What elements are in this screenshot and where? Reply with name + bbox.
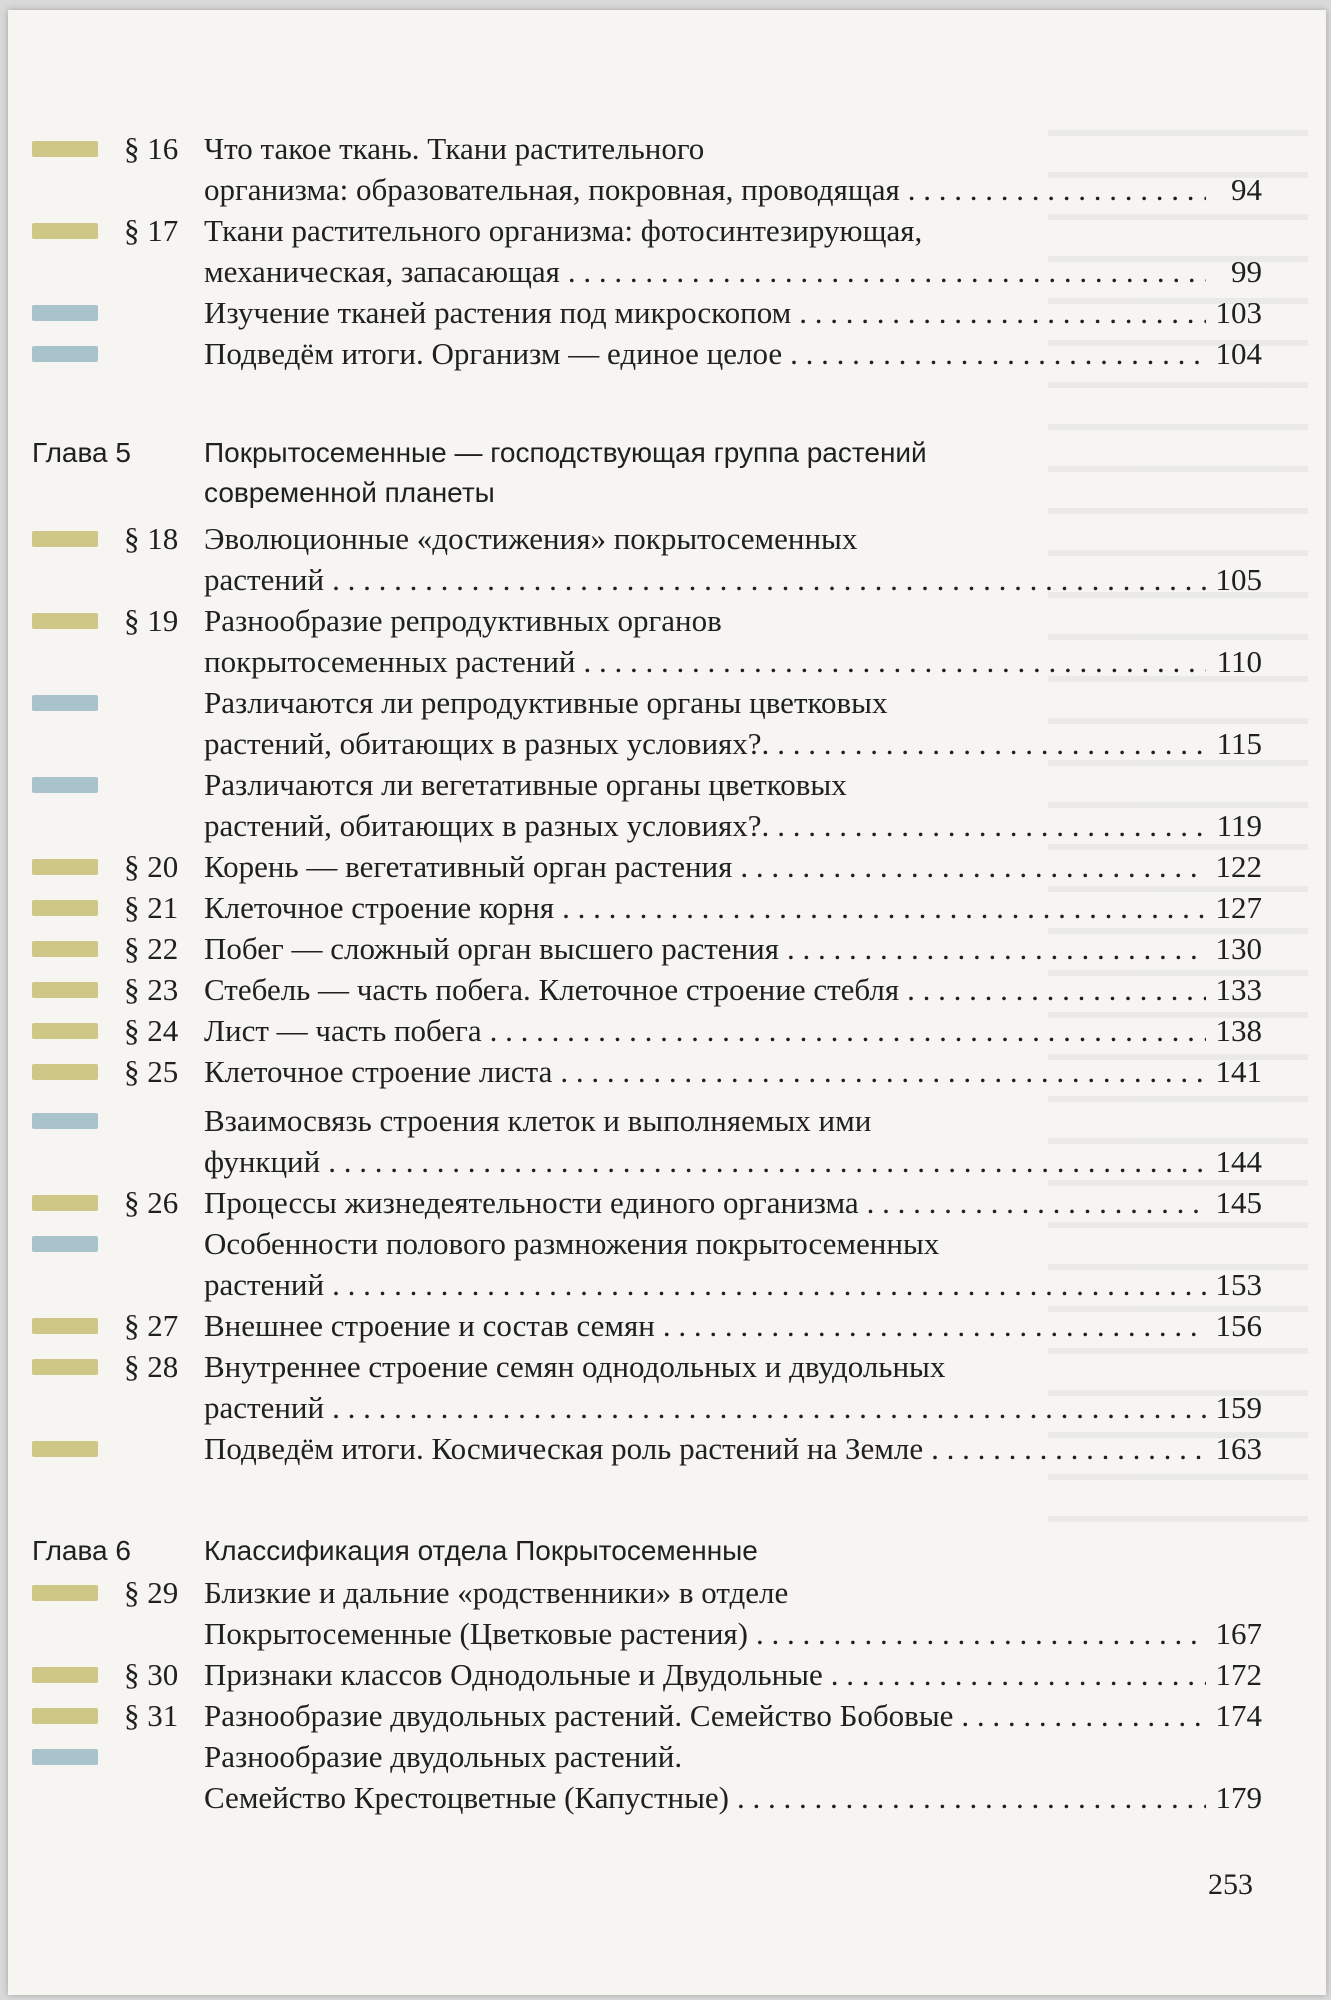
blue-marker (32, 777, 98, 793)
book-page (8, 10, 1326, 1995)
section-number: § 21 (124, 890, 179, 925)
section-number: § 18 (124, 521, 179, 556)
yellow-marker (32, 859, 98, 875)
yellow-marker (32, 1023, 98, 1039)
yellow-marker (32, 1585, 98, 1601)
section-number: § 30 (124, 1657, 179, 1692)
dot-leader (740, 846, 1206, 887)
yellow-marker (32, 613, 98, 629)
section-number: § 26 (124, 1185, 179, 1220)
entry-last-line (204, 1264, 1262, 1305)
dot-leader (777, 723, 1206, 764)
entry-title-line: Побег — сложный орган высшего растения (204, 931, 779, 966)
entry-last-line (204, 1051, 1262, 1092)
entry-title-line: растений (204, 1267, 325, 1302)
entry-page-number: 94 (1231, 172, 1262, 207)
entry-text (204, 1428, 1262, 1469)
entry-last-line (204, 928, 1262, 969)
dot-leader (908, 169, 1206, 210)
entry-page-number: 133 (1215, 972, 1262, 1007)
entry-text (204, 1223, 1262, 1305)
dot-leader (562, 887, 1206, 928)
entry-text (204, 764, 1262, 846)
entry-last-line (204, 723, 1262, 764)
entry-text (204, 518, 1262, 600)
entry-text (204, 1100, 1262, 1182)
section-number: § 29 (124, 1575, 179, 1610)
entry-page-number: 127 (1215, 890, 1262, 925)
entry-title-line: Разнообразие двудольных растений. Семейство Бобовые (204, 1698, 954, 1733)
entry-title-line: Различаются ли вегетативные органы цветковых (204, 767, 847, 802)
entry-last-line (204, 1613, 1262, 1654)
entry-page-number: 105 (1215, 562, 1262, 597)
entry-last-line (204, 559, 1262, 600)
page-number: 253 (1208, 1868, 1253, 1901)
entry-text (204, 1572, 1262, 1654)
dot-leader (584, 641, 1206, 682)
yellow-marker (32, 1359, 98, 1375)
entry-title-line: Разнообразие двудольных растений. (204, 1739, 683, 1774)
entry-page-number: 144 (1215, 1144, 1262, 1179)
entry-page-number: 130 (1215, 931, 1262, 966)
entry-title-line: организма: образовательная, покровная, проводящая (204, 172, 900, 207)
dot-leader (790, 333, 1206, 374)
entry-page-number: 167 (1215, 1616, 1262, 1651)
yellow-marker (32, 531, 98, 547)
dot-leader (332, 559, 1206, 600)
blue-marker (32, 1113, 98, 1129)
entry-last-line (204, 292, 1262, 333)
entry-title-line: Клеточное строение корня (204, 890, 555, 925)
entry-title-line: Внутреннее строение семян однодольных и двудольных (204, 1349, 946, 1384)
dot-leader (568, 251, 1206, 292)
entry-text (204, 1182, 1262, 1223)
entry-text (204, 887, 1262, 928)
yellow-marker (32, 223, 98, 239)
section-number: § 27 (124, 1308, 179, 1343)
entry-title-line: Внешнее строение и состав семян (204, 1308, 655, 1343)
entry-title-line: Признаки классов Однодольные и Двудольные (204, 1657, 823, 1692)
entry-title-line: Ткани растительного организма: фотосинтезирующая, (204, 213, 923, 248)
entry-text (204, 333, 1262, 374)
entry-last-line (204, 805, 1262, 846)
entry-last-line (204, 1387, 1262, 1428)
dot-leader (737, 1777, 1206, 1818)
entry-last-line (204, 641, 1262, 682)
blue-marker (32, 1236, 98, 1252)
entry-last-line (204, 1182, 1262, 1223)
dot-leader (931, 1428, 1206, 1469)
yellow-marker (32, 1318, 98, 1334)
chapter-label: Глава 5 (32, 437, 131, 468)
section-number: § 16 (124, 131, 179, 166)
entry-page-number: 122 (1215, 849, 1262, 884)
dot-leader (756, 1613, 1206, 1654)
yellow-marker (32, 941, 98, 957)
entry-title-line: Стебель — часть побега. Клеточное строение стебля (204, 972, 900, 1007)
dot-leader (777, 805, 1206, 846)
entry-text (204, 682, 1262, 764)
dot-leader (328, 1141, 1206, 1182)
entry-page-number: 172 (1215, 1657, 1262, 1692)
entry-last-line (204, 1654, 1262, 1695)
yellow-marker (32, 1195, 98, 1211)
entry-page-number: 115 (1216, 726, 1262, 761)
dot-leader (961, 1695, 1206, 1736)
entry-title-line: растений (204, 562, 325, 597)
entry-page-number: 119 (1216, 808, 1262, 843)
section-number: § 19 (124, 603, 179, 638)
entry-page-number: 99 (1231, 254, 1262, 289)
dot-leader (831, 1654, 1206, 1695)
yellow-marker (32, 1708, 98, 1724)
entry-title-line: Процессы жизнедеятельности единого организма (204, 1185, 859, 1220)
blue-marker (32, 695, 98, 711)
section-number: § 22 (124, 931, 179, 966)
entry-last-line (204, 1141, 1262, 1182)
entry-title-line: покрытосеменных растений (204, 644, 576, 679)
entry-last-line (204, 969, 1262, 1010)
entry-page-number: 163 (1215, 1431, 1262, 1466)
entry-last-line (204, 1305, 1262, 1346)
entry-page-number: 104 (1215, 336, 1262, 371)
entry-page-number: 138 (1215, 1013, 1262, 1048)
entry-text (204, 1695, 1262, 1736)
entry-title-line: функций (204, 1144, 321, 1179)
entry-page-number: 174 (1215, 1698, 1262, 1733)
yellow-marker (32, 1667, 98, 1683)
entry-text (204, 600, 1262, 682)
section-number: § 25 (124, 1054, 179, 1089)
entry-text (204, 210, 1262, 292)
section-number: § 24 (124, 1013, 179, 1048)
entry-last-line (204, 1010, 1262, 1051)
dot-leader (663, 1305, 1206, 1346)
entry-page-number: 156 (1215, 1308, 1262, 1343)
entry-text (204, 1010, 1262, 1051)
yellow-marker (32, 900, 98, 916)
entry-page-number: 141 (1215, 1054, 1262, 1089)
dot-leader (332, 1387, 1206, 1428)
entry-title-line: Особенности полового размножения покрытосеменных (204, 1226, 940, 1261)
entry-last-line (204, 846, 1262, 887)
entry-text (204, 1051, 1262, 1092)
entry-title-line: Близкие и дальние «родственники» в отделе (204, 1575, 789, 1610)
entry-last-line (204, 333, 1262, 374)
entry-title-line: Корень — вегетативный орган растения (204, 849, 733, 884)
chapter-title: Покрытосеменные — господствующая группа растений современной планеты (204, 437, 927, 508)
blue-marker (32, 305, 98, 321)
entry-last-line (204, 1777, 1262, 1818)
entry-text (204, 846, 1262, 887)
blue-marker (32, 346, 98, 362)
entry-title-line: Покрытосеменные (Цветковые растения) (204, 1616, 748, 1651)
entry-title-line: Разнообразие репродуктивных органов (204, 603, 722, 638)
entry-last-line (204, 251, 1262, 292)
yellow-marker (32, 982, 98, 998)
entry-last-line (204, 1428, 1262, 1469)
entry-title-line: растений (204, 1390, 325, 1425)
entry-title-line: Подведём итоги. Организм — единое целое (204, 336, 783, 371)
entry-text (204, 292, 1262, 333)
entry-last-line (204, 1695, 1262, 1736)
entry-text (204, 1346, 1262, 1428)
entry-text (204, 1654, 1262, 1695)
dot-leader (560, 1051, 1206, 1092)
dot-leader (332, 1264, 1206, 1305)
entry-last-line (204, 887, 1262, 928)
entry-page-number: 179 (1215, 1780, 1262, 1815)
entry-page-number: 103 (1215, 295, 1262, 330)
entry-title-line: Эволюционные «достижения» покрытосеменных (204, 521, 858, 556)
section-number: § 23 (124, 972, 179, 1007)
entry-text (204, 128, 1262, 210)
blue-marker (32, 1749, 98, 1765)
yellow-marker (32, 1441, 98, 1457)
entry-title-line: Различаются ли репродуктивные органы цветковых (204, 685, 888, 720)
entry-page-number: 159 (1215, 1390, 1262, 1425)
entry-title-line: механическая, запасающая (204, 254, 560, 289)
entry-title-line: Что такое ткань. Ткани растительного (204, 131, 705, 166)
section-number: § 17 (124, 213, 179, 248)
entry-text (204, 969, 1262, 1010)
yellow-marker (32, 141, 98, 157)
entry-title-line: растений, обитающих в разных условиях?. (204, 808, 770, 843)
entry-title-line: Лист — часть побега (204, 1013, 482, 1048)
entry-title-line: Подведём итоги. Космическая роль растений на Земле (204, 1431, 924, 1466)
entry-page-number: 153 (1215, 1267, 1262, 1302)
yellow-marker (32, 1064, 98, 1080)
section-number: § 20 (124, 849, 179, 884)
entry-last-line (204, 169, 1262, 210)
dot-leader (907, 969, 1206, 1010)
entry-title-line: Клеточное строение листа (204, 1054, 553, 1089)
dot-leader (787, 928, 1206, 969)
dot-leader (490, 1010, 1206, 1051)
entry-title-line: Изучение тканей растения под микроскопом (204, 295, 792, 330)
entry-text (204, 928, 1262, 969)
dot-leader (867, 1182, 1206, 1223)
entry-title-line: растений, обитающих в разных условиях?. (204, 726, 770, 761)
chapter-label: Глава 6 (32, 1535, 131, 1566)
entry-page-number: 145 (1215, 1185, 1262, 1220)
entry-text (204, 1736, 1262, 1818)
dot-leader (799, 292, 1206, 333)
entry-page-number: 110 (1216, 644, 1262, 679)
section-number: § 31 (124, 1698, 179, 1733)
entry-title-line: Взаимосвязь строения клеток и выполняемых ими (204, 1103, 872, 1138)
entry-title-line: Семейство Крестоцветные (Капустные) (204, 1780, 729, 1815)
chapter-title: Классификация отдела Покрытосеменные (204, 1535, 758, 1566)
section-number: § 28 (124, 1349, 179, 1384)
entry-text (204, 1305, 1262, 1346)
